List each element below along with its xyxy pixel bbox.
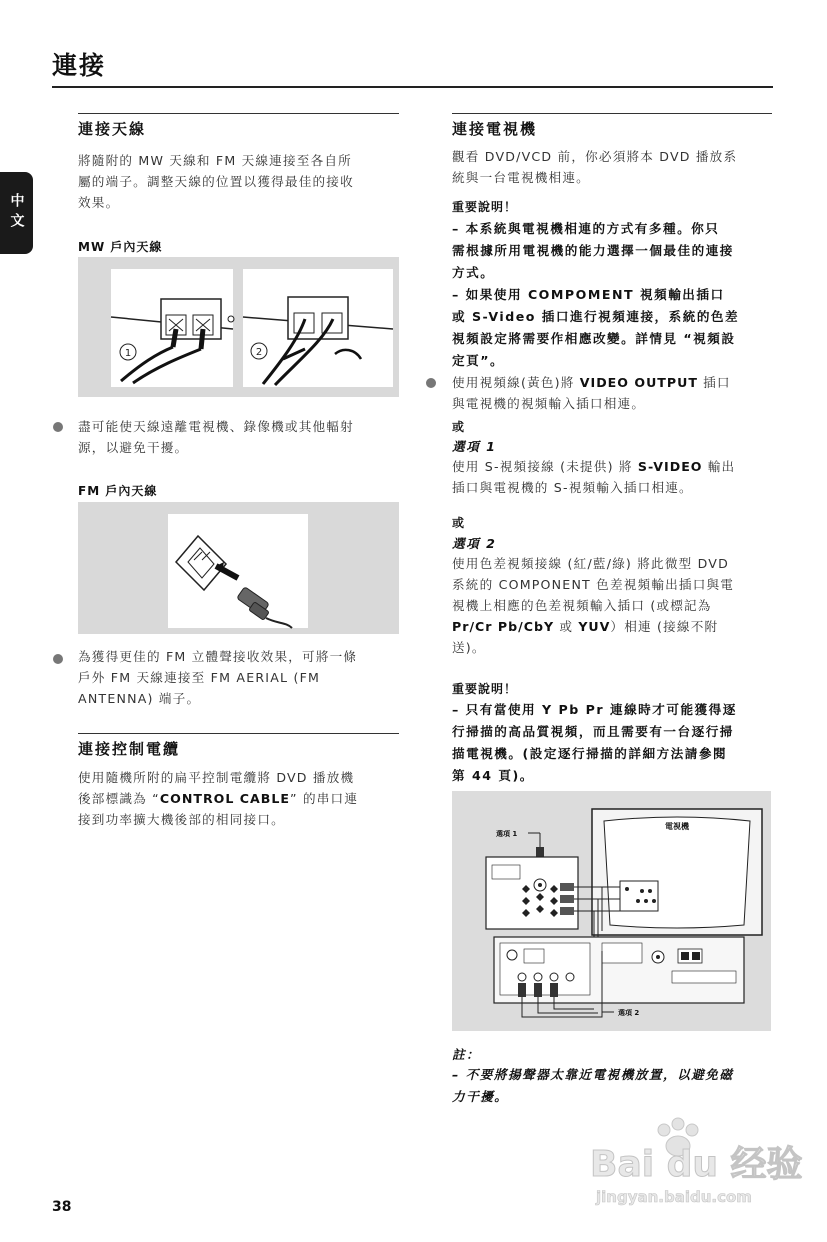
- watermark-brand: Bai du 经验: [590, 1144, 803, 1185]
- fm-panel: [168, 514, 308, 628]
- control-cable-section-divider: [78, 733, 399, 734]
- bullet-fm-note: [53, 654, 63, 664]
- control-cable-keyword: CONTROL CABLE: [159, 791, 291, 806]
- watermark-logo: [586, 1110, 803, 1210]
- language-tab: 中文: [0, 172, 33, 254]
- option-1-tag: 選項 1: [496, 830, 518, 838]
- video-output-keyword: VIDEO OUTPUT: [579, 375, 698, 390]
- mw-step-1-number: 1: [124, 348, 132, 359]
- title-divider: [52, 86, 773, 88]
- tv-section-divider: [452, 113, 772, 114]
- or-label-2: 或: [452, 516, 466, 530]
- fm-outdoor-note: 為獲得更佳的 FM 立體聲接收效果，可將一條 戶外 FM 天線連接至 FM AERIAL (FM ANTENNA) 端子。: [78, 649, 358, 706]
- mw-panel-step-1: [111, 269, 233, 387]
- mw-placement-note: 盡可能使天線遠離電視機、錄像機或其他輻射 源，以避免干擾。: [78, 419, 354, 455]
- s-video-keyword: S-VIDEO: [637, 459, 703, 474]
- note-text: – 不要將揚聲器太靠近電視機放置，以避免磁 力干擾。: [452, 1067, 734, 1104]
- tv-label: 電視機: [665, 822, 689, 831]
- important-notes-1: – 本系統與電視機相連的方式有多種。你只 需根據所用電視機的能力選擇一個最佳的連接 方式。 – 如果使用 COMPOMENT 視頻輸出插口 或 S-Video 插口進行視頻連接，系統的色差 視頻設定將需要作相應改變。詳情見 “視頻設 定頁”。: [452, 221, 740, 368]
- tv-connection-diagram: [452, 791, 771, 1031]
- or-label-1: 或: [452, 420, 466, 434]
- fm-antenna-label: FM 戶內天線: [78, 484, 158, 498]
- mw-antenna-figure: [78, 257, 399, 397]
- video-connection-text: 使用視頻線(黃色)將 VIDEO OUTPUT 插口 與電視機的視頻輸入插口相連。: [452, 375, 731, 411]
- antenna-intro: 將隨附的 MW 天線和 FM 天線連接至各自所 屬的端子。調整天線的位置以獲得最佳的接收 效果。: [78, 153, 354, 210]
- option-1-text: 使用 S-視頻接線 (未提供) 將 S-VIDEO 輸出 插口與電視機的 S-視頻輸入插口相連。: [452, 459, 736, 495]
- control-cable-section-heading: 連接控制電纜: [78, 740, 181, 758]
- option-2-tag: 選項 2: [618, 1009, 640, 1017]
- tv-connection-illustration: [452, 791, 771, 1031]
- bullet-video-connection: [426, 378, 436, 388]
- control-cable-body: 使用隨機所附的扁平控制電纜將 DVD 播放機 後部標識為 “CONTROL CABLE” 的串口連 接到功率擴大機後部的相同接口。: [78, 770, 359, 827]
- mw-antenna-label: MW 戶內天線: [78, 240, 163, 254]
- important-notes-2: – 只有當使用 Y Pb Pr 連線時才可能獲得逐 行掃描的高品質視頻，而且需要有一台逐行掃 描電視機。(設定逐行掃描的詳細方法請參閱 第 44 頁)。: [452, 702, 737, 783]
- note-title: 註：: [452, 1047, 481, 1062]
- antenna-section-heading: 連接天線: [78, 120, 147, 138]
- tv-section-heading: 連接電視機: [452, 120, 538, 138]
- mw-panel-step-2: [243, 269, 393, 387]
- important-title-2: 重要說明！: [452, 682, 518, 696]
- important-title-1: 重要說明！: [452, 200, 518, 214]
- page-number: 38: [52, 1199, 72, 1215]
- mw-step-2-illustration: [243, 269, 393, 387]
- mw-step-1-illustration: [111, 269, 233, 387]
- fm-antenna-figure: [78, 502, 399, 634]
- option-1-label: 選項 1: [452, 439, 497, 454]
- option-2-label: 選項 2: [452, 536, 497, 551]
- option-2-text: 使用色差視頻接線 (紅/藍/綠) 將此微型 DVD 系統的 COMPONENT 色差視頻輸出插口與電 視機上相應的色差視頻輸入插口 (或標記為 Pr/Cr Pb/CbY 或 YUV）相連 (接線不附 送)。: [452, 556, 735, 655]
- page-title: 連接: [52, 51, 107, 80]
- mw-step-2-number: 2: [255, 347, 263, 358]
- fm-connector-illustration: [168, 514, 308, 628]
- baidu-jingyan-watermark: [586, 1110, 803, 1210]
- yuv-keyword: YUV: [578, 619, 611, 634]
- bullet-mw-note: [53, 422, 63, 432]
- tv-intro: 觀看 DVD/VCD 前，你必須將本 DVD 播放系 統與一台電視機相連。: [452, 149, 738, 185]
- antenna-section-divider: [78, 113, 399, 114]
- component-keyword: Pr/Cr Pb/CbY: [452, 619, 555, 634]
- watermark-url: jingyan.baidu.com: [596, 1188, 752, 1206]
